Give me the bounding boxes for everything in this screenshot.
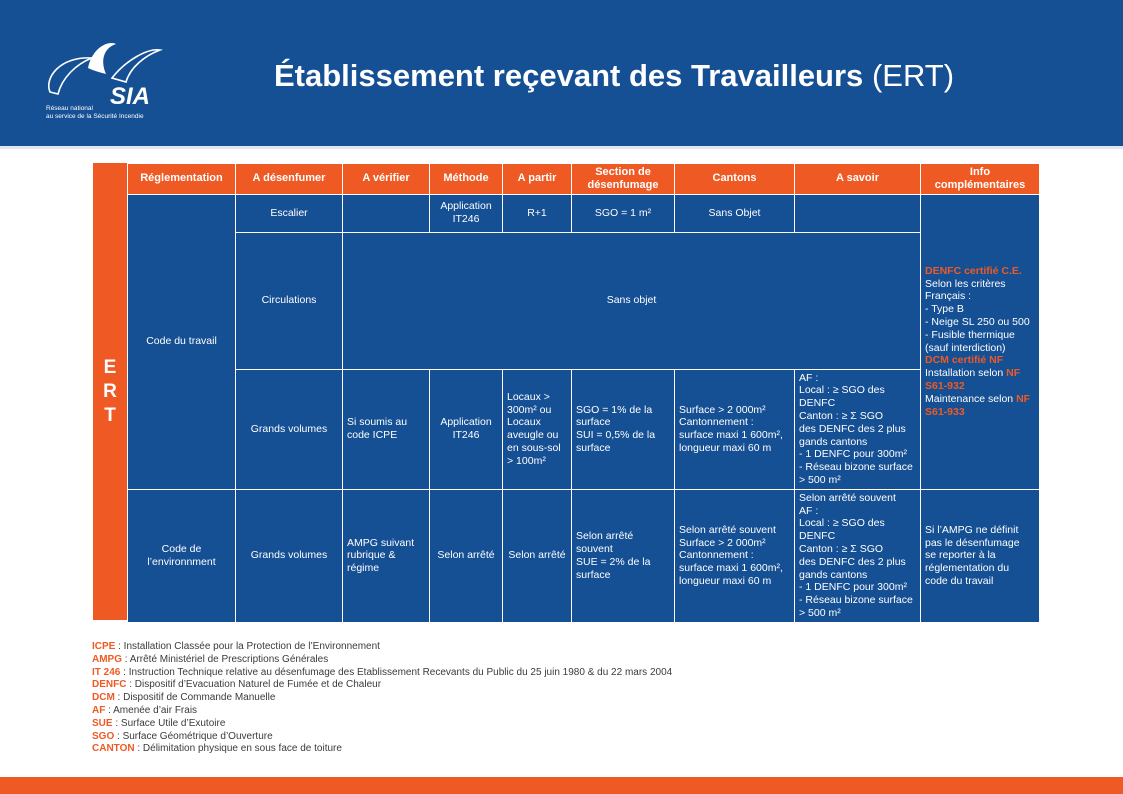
cell-escalier-a-partir: R+1 bbox=[503, 194, 572, 232]
cell-code-environnement: Code de l’environnment bbox=[128, 489, 236, 622]
abbreviation-legend bbox=[92, 641, 672, 756]
legend-item: DENFC : Dispositif d’Evacuation Naturel de Fumée et de Chaleur bbox=[92, 679, 382, 691]
header-reglementation: Réglementation bbox=[128, 164, 236, 195]
cell-info-code-travail: DENFC certifié C.E. Selon les critères Français : - Type B - Neige SL 250 ou 500 - Fusible thermique (sauf interdiction) DCM certifié NF Installation selon NF S61-932 Maintenance selon NF S61-933 bbox=[921, 194, 1040, 489]
legend-item: SGO : Surface Géométrique d’Ouverture bbox=[92, 730, 273, 742]
cell-env-methode: Selon arrêté bbox=[430, 489, 503, 622]
cell-escalier-a-savoir bbox=[795, 194, 921, 232]
side-letter: E bbox=[103, 356, 117, 378]
cell-env-section: Selon arrêté souvent SUE = 2% de la surface bbox=[572, 489, 675, 622]
cell-gv-a-partir: Locaux > 300m² ou Locaux aveugle ou en sous-sol > 100m² bbox=[503, 369, 572, 489]
cell-escalier-cantons: Sans Objet bbox=[675, 194, 795, 232]
title-main: Établissement reçevant des Travailleurs bbox=[274, 58, 864, 93]
cell-env-cantons: Selon arrêté souvent Surface > 2 000m² Cantonnement : surface maxi 1 600m², longueur maxi 60 m bbox=[675, 489, 795, 622]
legend-item: CANTON : Délimitation physique en sous face de toiture bbox=[92, 743, 342, 755]
logo-tagline-1: Réseau national bbox=[46, 105, 93, 112]
legend-item: AMPG : Arrêté Ministériel de Prescriptions Générales bbox=[92, 653, 329, 665]
cell-gv-cantons: Surface > 2 000m² Cantonnement : surface maxi 1 600m², longueur maxi 60 m bbox=[675, 369, 795, 489]
cell-circulations: Circulations bbox=[236, 232, 343, 369]
header-a-partir: A partir bbox=[503, 164, 572, 195]
side-letter: T bbox=[104, 404, 116, 426]
logo-tagline-2: au service de la Sécurité Incendie bbox=[46, 113, 144, 120]
cell-gv-verifier: Si soumis au code ICPE bbox=[343, 369, 430, 489]
cell-env-grands-volumes: Grands volumes bbox=[236, 489, 343, 622]
cell-env-a-partir: Selon arrêté bbox=[503, 489, 572, 622]
footer-bar bbox=[0, 777, 1123, 794]
table-row-circulations bbox=[128, 232, 1040, 369]
side-letter: R bbox=[103, 380, 117, 402]
cell-grands-volumes: Grands volumes bbox=[236, 369, 343, 489]
sia-emblem-icon bbox=[40, 38, 180, 108]
legend-item: DCM : Dispositif de Commande Manuelle bbox=[92, 692, 276, 704]
table-row-grands-volumes-travail bbox=[128, 369, 1040, 489]
sia-logo bbox=[40, 38, 180, 128]
logo-wordmark: SIA bbox=[110, 83, 151, 108]
legend-item: AF : Amenée d’air Frais bbox=[92, 704, 198, 716]
header-section: Section de désenfumage bbox=[572, 164, 675, 195]
cell-env-verifier: AMPG suivant rubrique & régime bbox=[343, 489, 430, 622]
table-header-row bbox=[128, 164, 1040, 195]
table-row-escalier bbox=[128, 194, 1040, 232]
header-a-verifier: A vérifier bbox=[343, 164, 430, 195]
title-paren: (ERT) bbox=[871, 58, 955, 93]
legend-item: IT 246 : Instruction Technique relative au désenfumage des Etablissement Recevants du Public du 25 juin 1980 & du 22 mars 2004 bbox=[92, 666, 673, 678]
cell-circulations-sans-objet: Sans objet bbox=[343, 232, 921, 369]
cell-gv-section: SGO = 1% de la surface SUI = 0,5% de la surface bbox=[572, 369, 675, 489]
cell-escalier: Escalier bbox=[236, 194, 343, 232]
header-a-desenfumer: A désenfumer bbox=[236, 164, 343, 195]
cell-gv-methode: Application IT246 bbox=[430, 369, 503, 489]
cell-env-a-savoir: Selon arrêté souvent AF : Local : ≥ SGO des DENFC Canton : ≥ Σ SGO des DENFC des 2 plus gands cantons - 1 DENFC pour 300m² - Réseau bizone surface > 500 m² bbox=[795, 489, 921, 622]
header-a-savoir: A savoir bbox=[795, 164, 921, 195]
header-info: Info complémentaires bbox=[921, 164, 1040, 195]
page-title bbox=[274, 58, 954, 94]
header-cantons: Cantons bbox=[675, 164, 795, 195]
legend-item: ICPE : Installation Classée pour la Protection de l’Environnement bbox=[92, 641, 380, 652]
table-row-code-environnement bbox=[128, 489, 1040, 622]
cell-env-info: Si l’AMPG ne définit pas le désenfumage se reporter à la réglementation du code du travail bbox=[921, 489, 1040, 622]
cell-escalier-verifier bbox=[343, 194, 430, 232]
cell-escalier-methode: Application IT246 bbox=[430, 194, 503, 232]
ert-table bbox=[127, 163, 1040, 623]
header-methode: Méthode bbox=[430, 164, 503, 195]
cell-code-du-travail: Code du travail bbox=[128, 194, 236, 489]
header-divider bbox=[0, 146, 1123, 149]
cell-gv-a-savoir: AF : Local : ≥ SGO des DENFC Canton : ≥ Σ SGO des DENFC des 2 plus gands cantons - 1 DENFC pour 300m² - Réseau bizone surface > 500 m² bbox=[795, 369, 921, 489]
cell-escalier-section: SGO = 1 m² bbox=[572, 194, 675, 232]
legend-item: SUE : Surface Utile d’Exutoire bbox=[92, 717, 226, 729]
ert-side-label bbox=[93, 163, 127, 620]
